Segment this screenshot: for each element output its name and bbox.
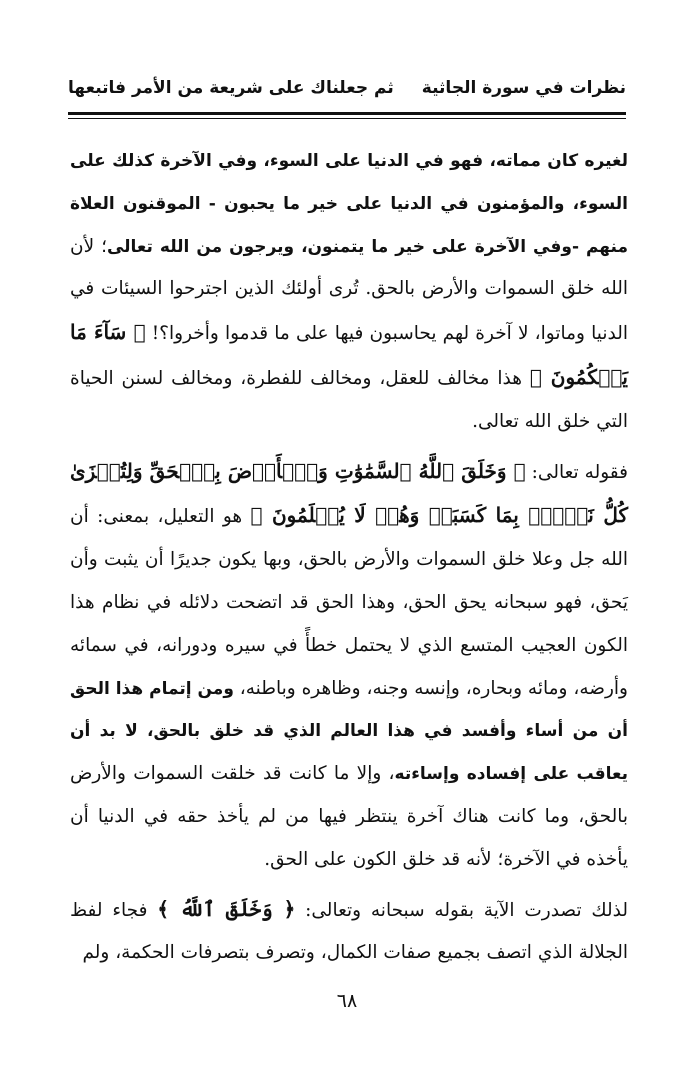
- header-rule-thin: [68, 118, 626, 119]
- bold-text: ومن إتمام هذا الحق أن من أساء وأفسد في هذا العالم الذي قد خلق بالحق، لا بد أن يعاقب على إفساده وإساءته: [70, 678, 629, 785]
- paragraph-1: [70, 140, 628, 444]
- body-text: لذلك تصدرت الآية بقوله سبحانه وتعالى:: [295, 899, 628, 921]
- bold-text: لغيره كان مماته، فهو في الدنيا على السوء، وفي الآخرة كذلك على السوء، والمؤمنون في الدنيا على خير ما يحبون - الموقنون العلاة منهم -وفي الآخرة على خير ما يتمنون، ويرجون من الله تعالى: [70, 151, 628, 257]
- page-number: ٦٨: [336, 990, 358, 1012]
- body-text: ؛ لأن الله خلق السموات والأرض بالحق. تُرى أولئك الذين اجترحوا السيئات في الدنيا وماتوا، لا آخرة لهم يحاسبون فيها على ما قدموا وأخروا؟!: [70, 235, 628, 345]
- paragraph-3: [70, 888, 628, 976]
- body-text: ، وإلا ما كانت قد خلقت السموات والأرض بالحق، وما كانت هناك آخرة ينتظر فيها من لم يأخذ حقه في الدنيا أن يأخذه في الآخرة؛ لأنه قد خلق الكون على الحق.: [70, 763, 628, 870]
- quran-verse: ﴿ وَخَلَقَ ٱللَّهُ ٱلسَّمَٰوَٰتِ وَٱلۡأَرۡضَ بِٱلۡحَقِّ وَلِتُجۡزَىٰ كُلُّ نَفۡسِۭ بِمَا كَسَبَتۡ وَهُمۡ لَا يُظۡلَمُونَ ﴾: [70, 458, 629, 528]
- quran-verse: ﴿ وَخَلَقَ ٱللَّهُ ﴾: [157, 896, 296, 921]
- book-title: نظرات في سورة الجاثية: [421, 78, 626, 98]
- page-body: [70, 140, 628, 975]
- body-text: فجاء لفظ الجلالة الذي اتصف بجميع صفات الكمال، وتصرف بتصرفات الحكمة، ولم: [70, 899, 628, 964]
- chapter-title: ثم جعلناك على شريعة من الأمر فاتبعها: [68, 78, 394, 98]
- body-text: هو التعليل، بمعنى: أن الله جل وعلا خلق السموات والأرض بالحق، وبها يكون جديرًا أن يثبت وأن يَحق، فهو سبحانه يحق الحق، وهذا الحق قد اتضحت دلائله في نظام هذا الكون العجيب المتسع الذي لا يحتمل خطأً في سيره ودورانه، في سمائه وأرضه، ومائه وبحاره، وإنسه وجنه، وظاهره وباطنه،: [70, 506, 628, 699]
- paragraph-2: [70, 450, 628, 882]
- body-text: فقوله تعالى:: [525, 461, 628, 483]
- body-text: هذا مخالف للعقل، ومخالف للفطرة، ومخالف لسنن الحياة التي خلق الله تعالى.: [70, 367, 628, 432]
- running-header: [68, 74, 626, 104]
- header-rule-thick: [68, 112, 626, 115]
- quran-verse: ﴿ سَآءَ مَا يَحۡكُمُونَ ﴾: [70, 320, 628, 389]
